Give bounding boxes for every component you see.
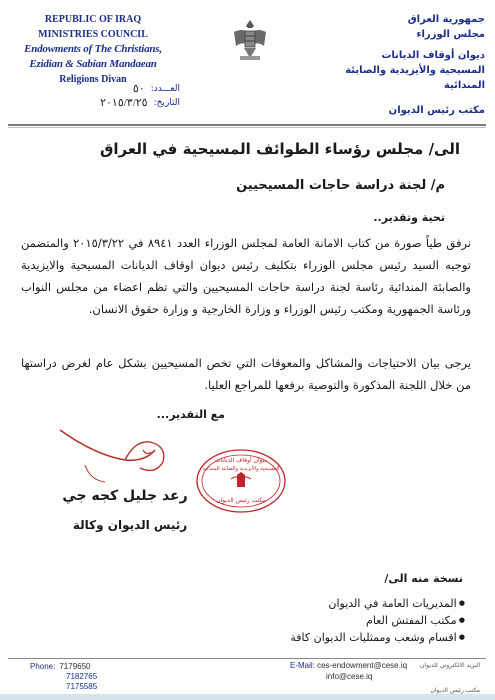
footer-email xyxy=(290,660,407,682)
header-arabic xyxy=(315,12,485,118)
email-address[interactable]: ces-endowment@cese.iq xyxy=(317,661,408,670)
closing: مع التقدير... xyxy=(156,408,225,421)
page-bottom-edge xyxy=(0,694,495,700)
footer-ar-email-note: البريد الالكتروني للديوان xyxy=(420,662,480,669)
list-item: ● اقسام وشعب وممثليات الديوان كافة xyxy=(290,629,465,646)
signatory-title: رئيس الديوان وكالة xyxy=(72,518,188,532)
list-item: ● مكتب المفتش العام xyxy=(290,612,465,629)
header-divider xyxy=(8,124,486,126)
copies-list xyxy=(290,595,465,646)
header-en-line4: Religions Divan xyxy=(59,74,127,85)
phone-number: 7179650 xyxy=(59,662,91,671)
number-value: ٥٠ xyxy=(132,83,145,95)
greeting: تحية وتقدير.. xyxy=(373,211,445,224)
phone-label: Phone: xyxy=(30,662,56,671)
list-item: ● المديريات العامة في الديوان xyxy=(290,595,465,612)
stamp-text-top: ديوان أوقاف الديانات xyxy=(214,457,268,464)
phone-number: 7175585 xyxy=(66,682,98,691)
header-english xyxy=(8,12,178,87)
copies-heading: نسخة منه الى/ xyxy=(384,572,463,585)
header-ar-line2: مجلس الوزراء xyxy=(416,29,485,40)
official-stamp xyxy=(195,447,287,515)
handwritten-signature xyxy=(55,420,175,495)
email-label: E-Mail: xyxy=(290,661,315,670)
header-divider-thin xyxy=(8,127,486,128)
iraq-eagle-emblem-icon xyxy=(232,18,268,62)
subject: م/ لجنة دراسة حاجات المسيحيين xyxy=(236,178,445,193)
number-label: العـــدد: xyxy=(150,84,180,94)
body-paragraph-2: يرجى بيان الاحتياجات والمشاكل والمعوقات التي تخص المسيحيين بشكل عام لغرض دراستها من خلال اللجنة المذكورة والتوصية برفعها للمراجع العليا. xyxy=(21,356,471,392)
date-label: التاريخ: xyxy=(153,98,180,108)
header-en-line1: REPUBLIC OF IRAQ xyxy=(44,14,142,25)
header-en-line3: Endowments of The Christians, Ezidian & Sabian Mandaean xyxy=(24,43,162,70)
footer-divider xyxy=(8,658,486,659)
header-ar-line4: المسيحية والأيزيدية والصابئة المندائية xyxy=(345,65,485,91)
footer-arabic xyxy=(420,660,480,696)
date-value: ٢٠١٥/٣/٢٥ xyxy=(100,97,148,109)
email-address[interactable]: info@cese.iq xyxy=(326,672,373,681)
stamp-text-mid: المسيحية والأيزيدية والصابئة المندائية xyxy=(202,466,280,472)
header-ar-line1: جمهورية العراق xyxy=(407,14,485,25)
letter-reference xyxy=(70,82,180,110)
footer-phones xyxy=(30,662,97,692)
signatory-name: رعد جليل كجه جي xyxy=(62,488,188,504)
body-paragraph-1: نرفق طياً صورة من كتاب الامانة العامة لمجلس الوزراء العدد ٨٩٤١ في ٢٠١٥/٣/٢٢ والمتضمن توجيه السيد رئيس مجلس الوزراء بتكليف رئيس ديوان اوقاف الديانات المسيحية والايزيدية والصابئة المندائية رئاسة لجنة دراسة حاجات المسيحيين والتي تظم اعضاء من مجلس النواب ورئاسة الجمهورية ومكتب رئيس الوزراء و وزارة الخارجية و وزارة حقوق الانسان. xyxy=(21,236,471,316)
recipient: الى/ مجلس رؤساء الطوائف المسيحية في العراق xyxy=(100,140,460,158)
phone-number: 7182765 xyxy=(66,672,98,681)
header-ar-office: مكتب رئيس الديوان xyxy=(388,105,485,116)
footer-ar-address: مكتب رئيس الديوان xyxy=(430,687,480,694)
stamp-text-bottom: مكتب رئيس الديوان xyxy=(216,497,266,504)
header-ar-line3: ديوان أوقاف الديانات xyxy=(381,50,485,61)
header-en-line2: MINISTRIES COUNCIL xyxy=(38,29,148,40)
